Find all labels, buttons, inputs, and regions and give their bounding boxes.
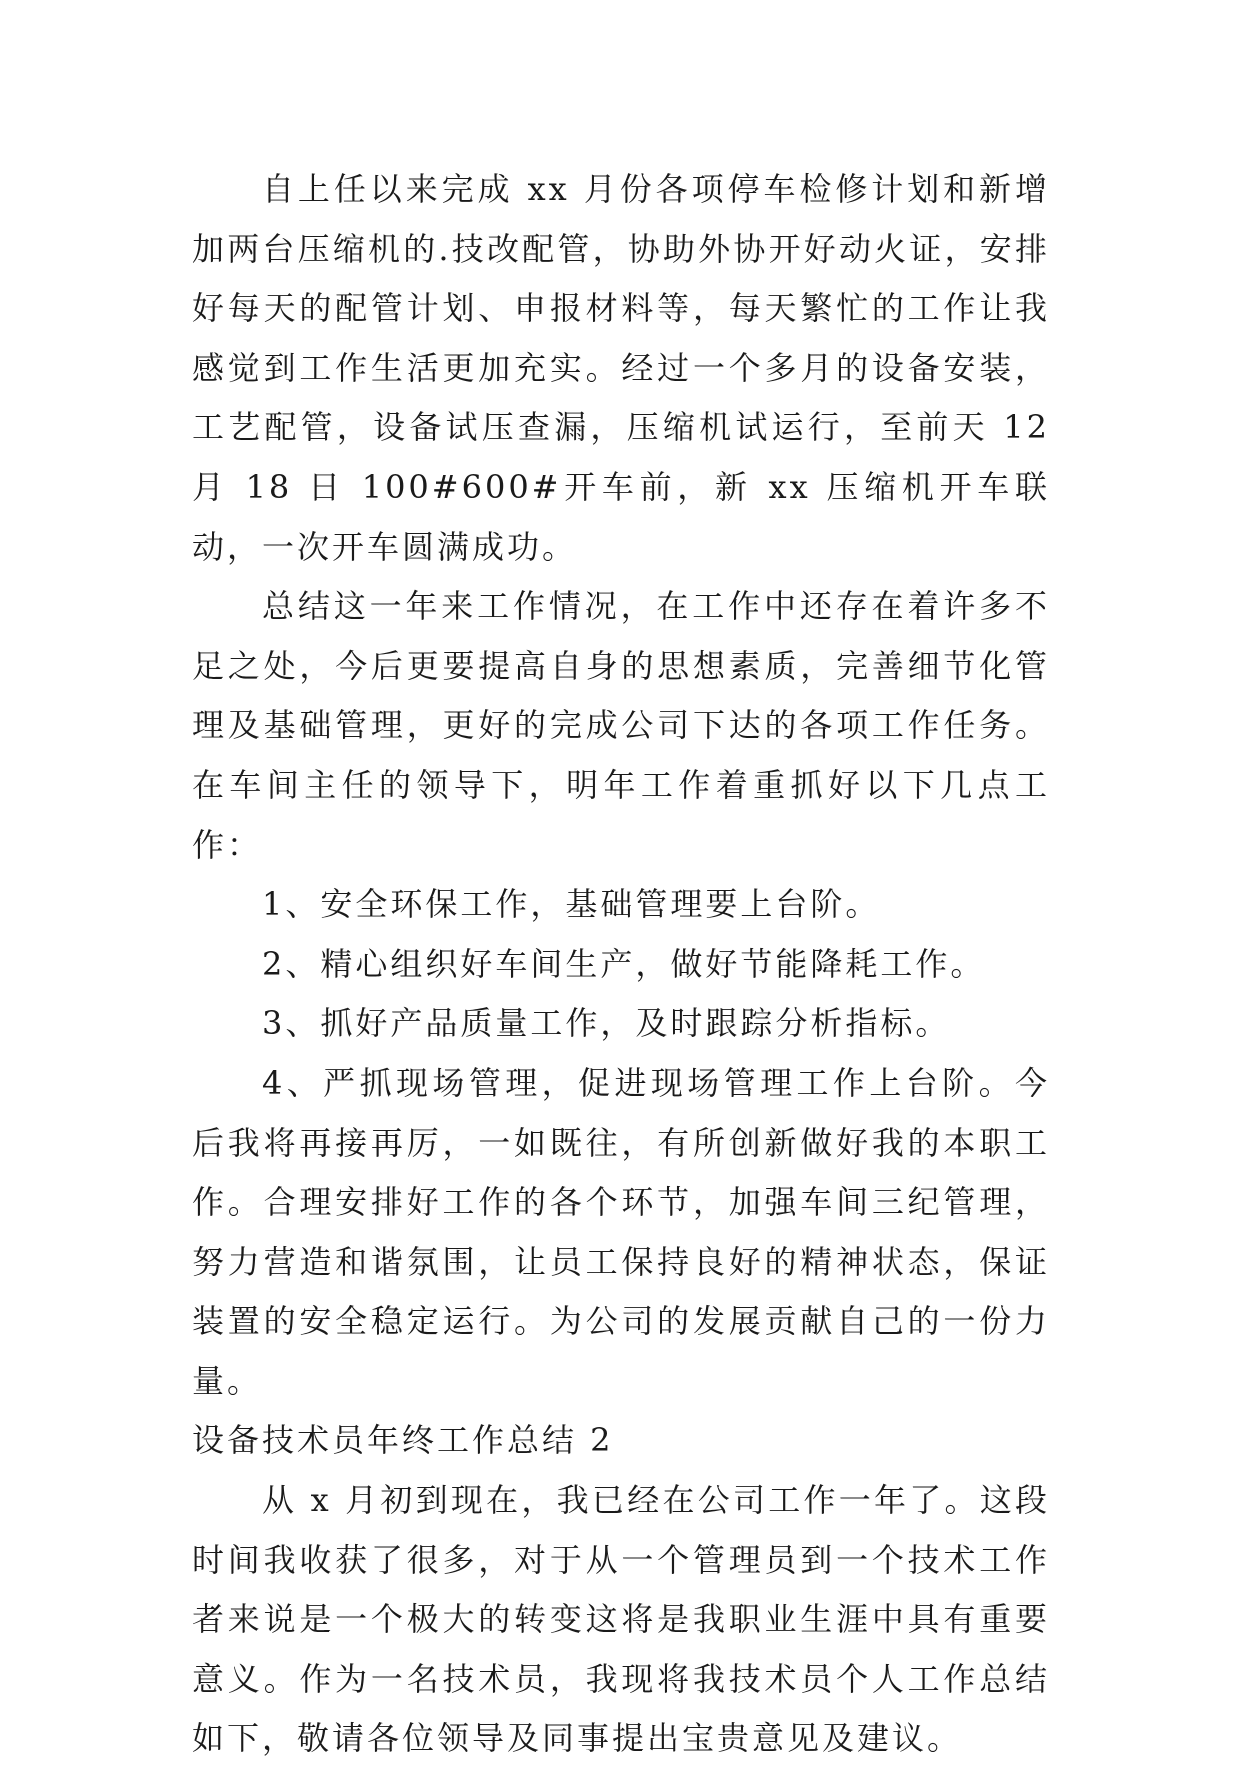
section-title: 设备技术员年终工作总结 2 [192,1421,614,1460]
paragraph: 从 x 月初到现在，我已经在公司工作一年了。这段时间我收获了很多，对于从一个管理员到一个技术工作者来说是一个极大的转变这将是我职业生涯中具有重要意义。作为一名技术员，我现将我技术员个人工作总结如下，敬请各位领导及同事提出宝贵意见及建议。 [192,1481,1050,1758]
list-item: 3、抓好产品质量工作，及时跟踪分析指标。 [262,1004,951,1043]
list-item: 1、安全环保工作，基础管理要上台阶。 [262,885,881,924]
document-body [192,160,1050,1769]
paragraph: 自上任以来完成 xx 月份各项停车检修计划和新增加两台压缩机的.技改配管，协助外协开好动火证，安排好每天的配管计划、申报材料等，每天繁忙的工作让我感觉到工作生活更加充实。经过一个多月的设备安装，工艺配管，设备试压查漏，压缩机试运行，至前天 12 月 18 日 100#600#开车前，新 xx 压缩机开车联动，一次开车圆满成功。 [192,170,1050,566]
list-item: 4、严抓现场管理，促进现场管理工作上台阶。今后我将再接再厉，一如既往，有所创新做好我的本职工作。合理安排好工作的各个环节，加强车间三纪管理，努力营造和谐氛围，让员工保持良好的精神状态，保证装置的安全稳定运行。为公司的发展贡献自己的一份力量。 [192,1063,1050,1400]
paragraph: 总结这一年来工作情况，在工作中还存在着许多不足之处，今后更要提高自身的思想素质，完善细节化管理及基础管理，更好的完成公司下达的各项工作任务。在车间主任的领导下，明年工作着重抓好以下几点工作： [192,587,1050,864]
list-item: 2、精心组织好车间生产，做好节能降耗工作。 [262,944,986,983]
